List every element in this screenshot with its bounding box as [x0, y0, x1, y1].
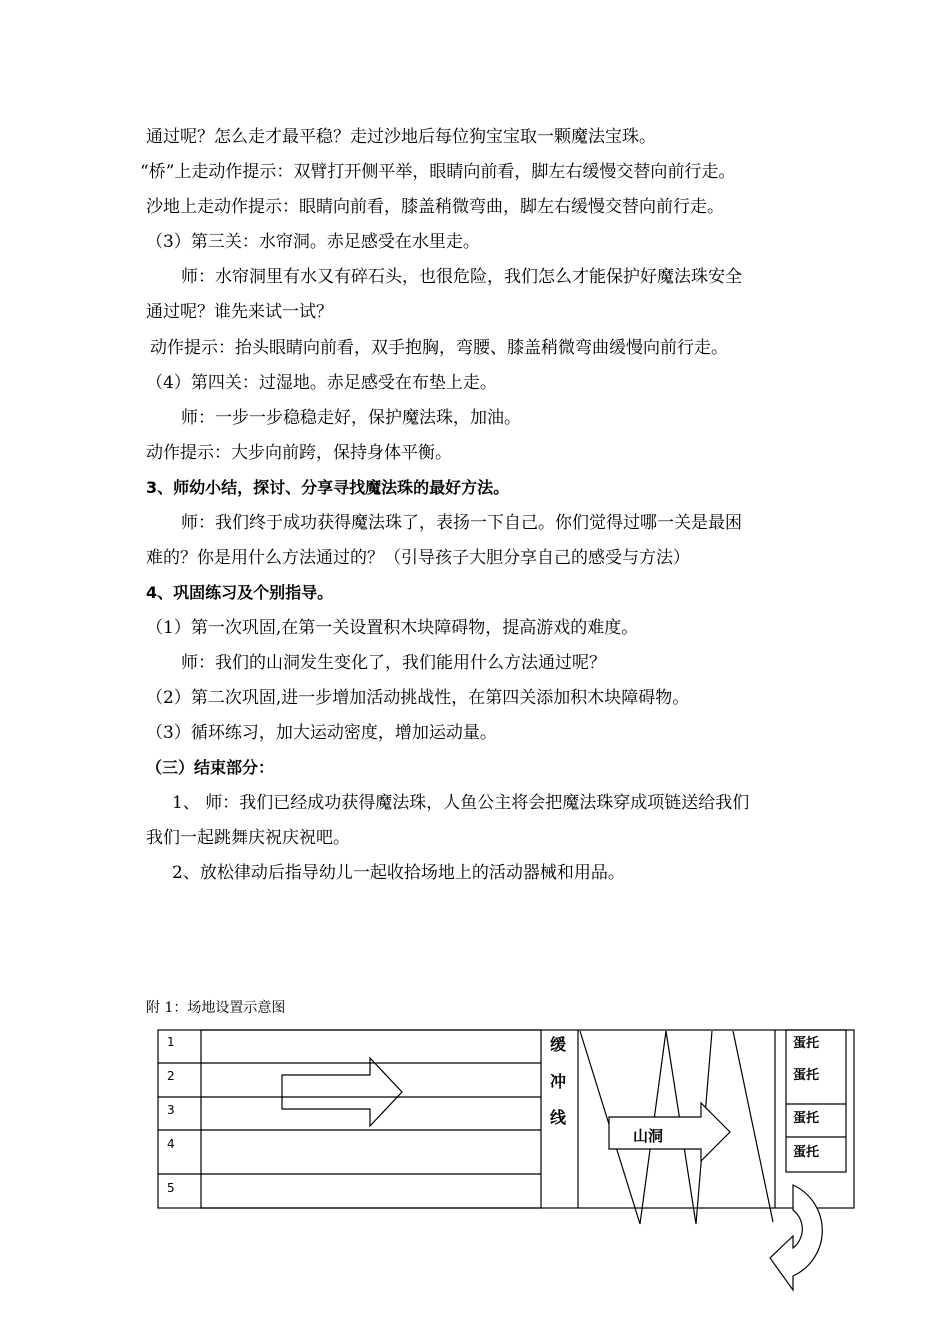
para-line: 沙地上走动作提示：眼睛向前看，膝盖稍微弯曲，脚左右缓慢交替向前行走。	[146, 197, 724, 217]
outer-frame	[158, 1030, 854, 1208]
para-line: 2、放松律动后指导幼儿一起收拾场地上的活动器械和用品。	[172, 863, 625, 883]
para-line: （3）循环练习，加大运动密度，增加运动量。	[146, 723, 497, 743]
return-arrow	[770, 1185, 822, 1290]
lane-number: 2	[167, 1069, 175, 1083]
para-line: 1、 师：我们已经成功获得魔法珠，人鱼公主将会把魔法珠穿成项链送给我们	[172, 793, 750, 813]
para-line: 通过呢？怎么走才最平稳？走过沙地后每位狗宝宝取一颗魔法宝珠。	[146, 127, 656, 147]
section-heading: （三）结束部分：	[146, 758, 275, 777]
para-line: 师：我们的山洞发生变化了，我们能用什么方法通过呢？	[181, 653, 606, 673]
para-line: 通过呢？谁先来试一试？	[146, 302, 333, 322]
lane-number: 5	[167, 1181, 175, 1195]
buffer-label: 缓	[550, 1035, 567, 1054]
egg-tray-label: 蛋托	[793, 1111, 820, 1126]
buffer-label: 冲	[550, 1072, 567, 1091]
egg-tray-label: 蛋托	[793, 1068, 820, 1083]
lane-number: 1	[167, 1035, 175, 1049]
section-heading: 3、师幼小结，探讨、分享寻找魔法珠的最好方法。	[146, 478, 510, 497]
para-line: 师：水帘洞里有水又有碎石头，也很危险，我们怎么才能保护好魔法珠安全	[181, 267, 742, 287]
figure-caption: 附 1：场地设置示意图	[146, 1000, 286, 1016]
para-line: “桥”上走动作提示：双臂打开侧平举，眼睛向前看，脚左右缓慢交替向前行走。	[140, 162, 736, 182]
cave-arrow	[609, 1103, 730, 1161]
para-line: （4）第四关：过湿地。赤足感受在布垫上走。	[146, 373, 497, 393]
section-heading: 4、巩固练习及个别指导。	[146, 583, 334, 602]
para-line: （2）第二次巩固,进一步增加活动挑战性，在第四关添加积木块障碍物。	[146, 688, 690, 708]
lane-block	[201, 1030, 541, 1208]
para-line: 动作提示：抬头眼睛向前看，双手抱胸，弯腰、膝盖稍微弯曲缓慢向前行走。	[150, 338, 728, 358]
direction-arrow	[282, 1058, 402, 1126]
egg-tray-label: 蛋托	[793, 1036, 820, 1051]
para-line: 我们一起跳舞庆祝庆祝吧。	[146, 828, 350, 848]
para-line: 动作提示：大步向前跨，保持身体平衡。	[146, 443, 452, 463]
para-line: 难的？你是用什么方法通过的？（引导孩子大胆分享自己的感受与方法）	[146, 548, 690, 568]
egg-tray-label: 蛋托	[793, 1145, 820, 1160]
para-line: 师：我们终于成功获得魔法珠了，表扬一下自己。你们觉得过哪一关是最困	[181, 513, 742, 533]
cave-label: 山洞	[633, 1127, 664, 1145]
para-line: （3）第三关：水帘洞。赤足感受在水里走。	[146, 232, 480, 252]
lane-number: 3	[167, 1103, 175, 1117]
para-line: 师：一步一步稳稳走好，保护魔法珠，加油。	[181, 408, 521, 428]
para-line: （1）第一次巩固,在第一关设置积木块障碍物，提高游戏的难度。	[146, 618, 639, 638]
buffer-label: 线	[550, 1108, 567, 1127]
lane-number: 4	[167, 1137, 175, 1151]
